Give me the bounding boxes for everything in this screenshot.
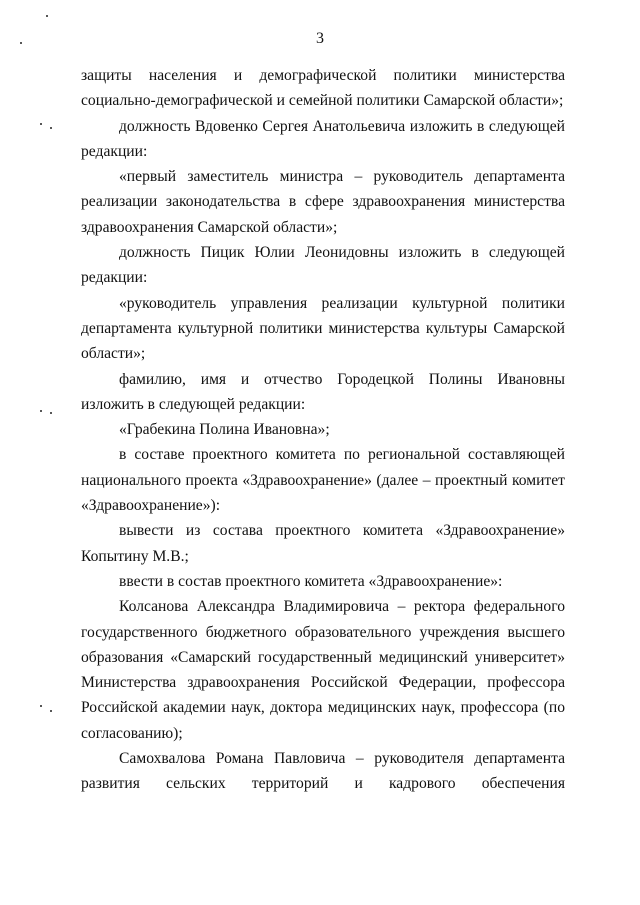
- paragraph: Самохвалова Романа Павловича – руководителя департамента развития сельских территорий и кадрового обеспечения: [81, 750, 565, 793]
- scan-mark: [40, 705, 42, 707]
- paragraph: защиты населения и демографической политики министерства социально-демографической и семейной политики Самарской области»;: [81, 67, 565, 110]
- paragraph: Колсанова Александра Владимировича – ректора федерального государственного бюджетного образовательного учреждения высшего образования «Самарский государственный медицинский университет» Министерства здравоохранения Российской Федерации, профессора Российской академии наук, доктора медицинских наук, профессора (по согласованию);: [81, 598, 565, 742]
- paragraph: в составе проектного комитета по региональной составляющей национального проекта «Здравоохранение» (далее – проектный комитет «Здравоохранение»):: [81, 446, 565, 515]
- paragraph: должность Пицик Юлии Леонидовны изложить в следующей редакции:: [81, 244, 565, 287]
- scan-mark: [40, 123, 42, 125]
- scan-mark: [46, 15, 48, 17]
- paragraph: вывести из состава проектного комитета «Здравоохранение» Копытину М.В.;: [81, 522, 565, 565]
- scan-mark: [50, 710, 52, 712]
- scan-mark: [50, 412, 52, 414]
- scan-mark: [40, 410, 42, 412]
- paragraph: ввести в состав проектного комитета «Здравоохранение»:: [119, 572, 503, 590]
- paragraph: «первый заместитель министра – руководитель департамента реализации законодательства в сфере здравоохранения министерства здравоохранения Самарской области»;: [81, 168, 565, 236]
- paragraph: «руководитель управления реализации культурной политики департамента культурной политики министерства культуры Самарской области»;: [81, 294, 565, 363]
- paragraph: фамилию, имя и отчество Городецкой Полины Ивановны изложить в следующей редакции:: [81, 370, 565, 413]
- scan-mark: [50, 127, 52, 129]
- page-number: 3: [316, 30, 324, 47]
- paragraph: «Грабекина Полина Ивановна»;: [119, 421, 330, 439]
- paragraph: должность Вдовенко Сергея Анатольевича изложить в следующей редакции:: [81, 117, 565, 160]
- document-body: [81, 63, 565, 797]
